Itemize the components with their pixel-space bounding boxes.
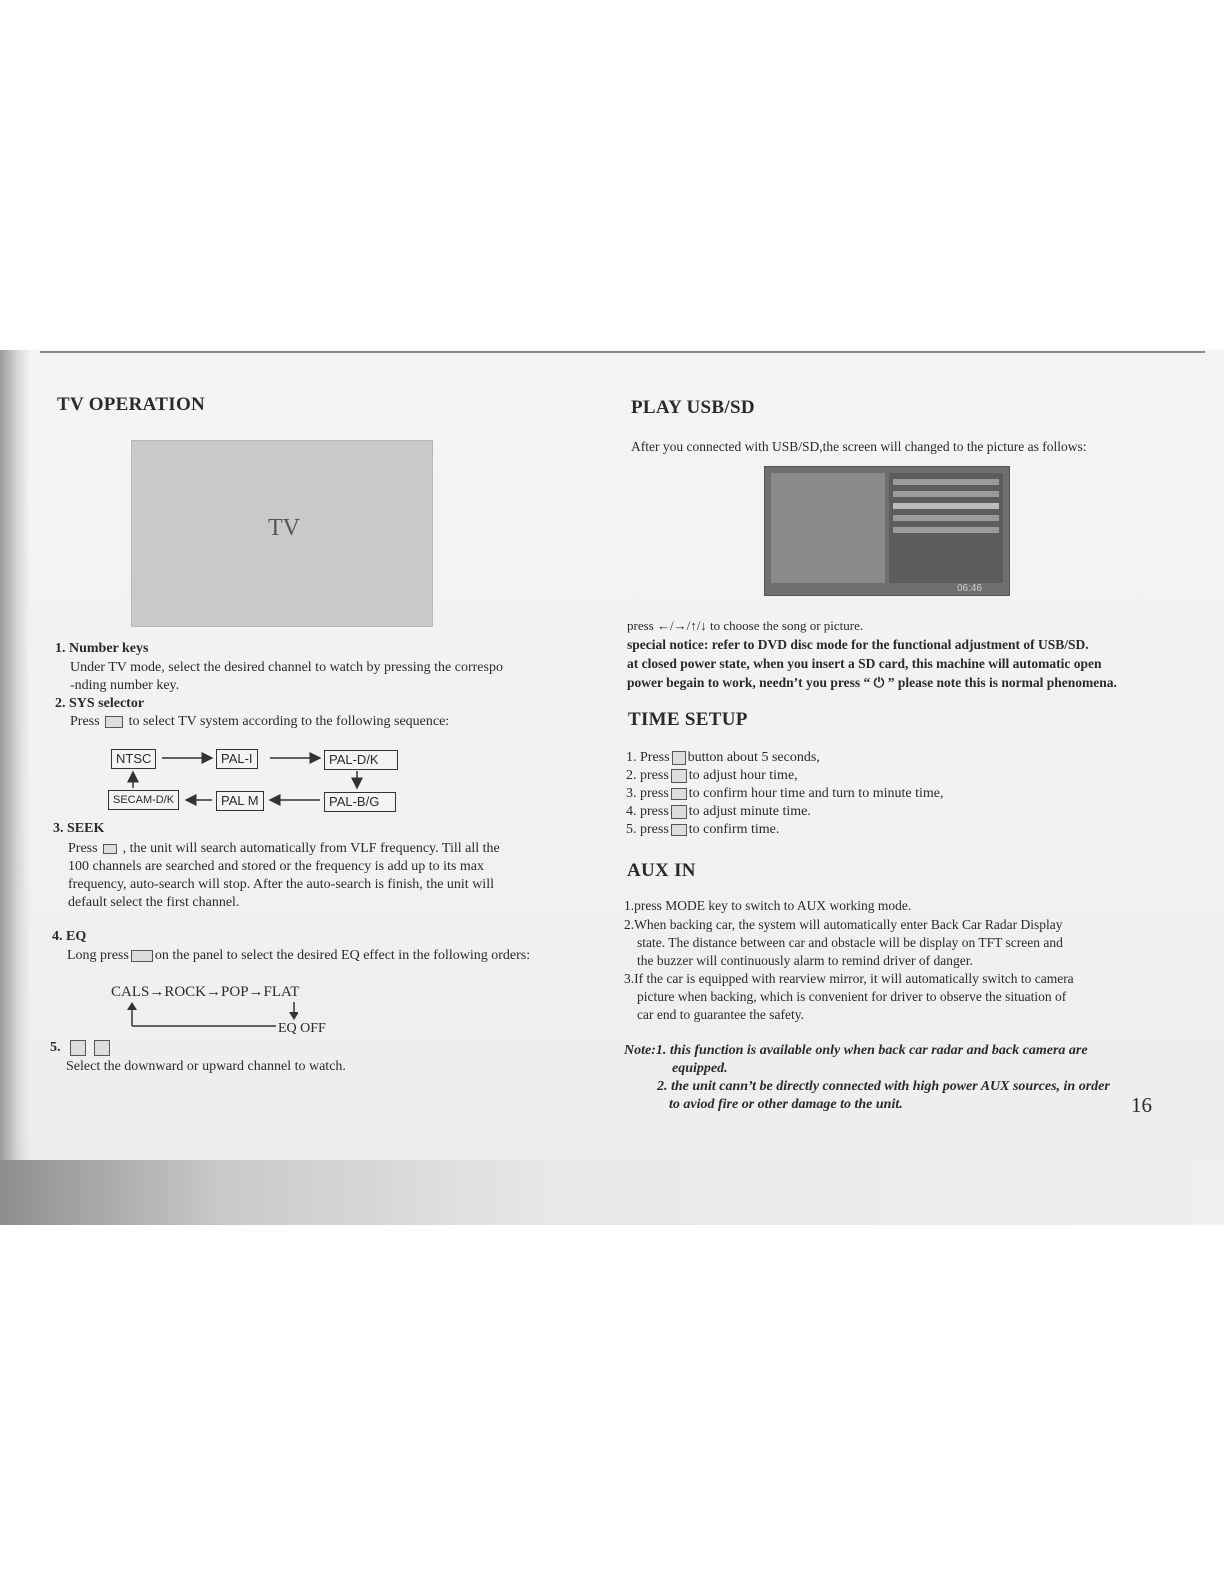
- usb-file-list: [889, 473, 1003, 583]
- channel-text: Select the downward or upward channel to watch.: [66, 1059, 346, 1074]
- tv-screen-illustration: [131, 440, 433, 627]
- channel-down-icon: [70, 1040, 86, 1056]
- seek-heading: 3. SEEK: [53, 821, 105, 836]
- channel-number: 5.: [50, 1040, 61, 1055]
- sys-selector-text: [70, 713, 449, 731]
- sel-key-icon: [131, 950, 153, 962]
- eq-off-label: EQ OFF: [278, 1021, 326, 1036]
- time-step-2: [626, 767, 798, 785]
- sys-pal-i: PAL-I: [216, 749, 258, 769]
- binding-shadow: [0, 350, 30, 1225]
- sys-secam-dk: SECAM-D/K: [108, 790, 179, 810]
- sys-key-icon: [105, 716, 123, 728]
- eq-description: on the panel to select the desired EQ effect in the following orders:: [154, 948, 531, 963]
- usb-intro: After you connected with USB/SD,the screen will changed to the picture as follows:: [631, 439, 1087, 454]
- seek-press: Press: [68, 841, 98, 856]
- time-setup-title: TIME SETUP: [628, 709, 748, 730]
- page-number: 16: [1131, 1093, 1152, 1117]
- sys-selector-heading: 2. SYS selector: [55, 696, 145, 711]
- time-step-1: [626, 749, 820, 767]
- time-step-2-b: to adjust hour time,: [688, 768, 798, 783]
- sel-key-icon-3: [671, 824, 687, 836]
- aux-step-3-3: car end to guarantee the safety.: [637, 1007, 805, 1022]
- vol-down-key-icon: [671, 769, 687, 783]
- sys-ntsc: NTSC: [111, 749, 156, 769]
- time-step-1-a: 1. Press: [626, 750, 670, 765]
- seek-text-4: default select the first channel.: [68, 895, 240, 910]
- time-step-5-b: to confirm time.: [688, 822, 780, 837]
- seek-text-1: [68, 840, 500, 858]
- sys-pal-bg: PAL-B/G: [324, 792, 396, 812]
- seek-text-2: 100 channels are searched and stored or the frequency is add up to its max: [68, 859, 484, 874]
- number-keys-text-2: -nding number key.: [70, 678, 180, 693]
- usb-notice-3: power begain to work, needn’t you press “ ⏻ ” please note this is normal phenomena.: [627, 675, 1117, 690]
- sys-description: to select TV system according to the following sequence:: [128, 714, 450, 729]
- eq-sequence: CALS→ROCK→POP→FLAT: [111, 984, 300, 1000]
- note-1-line-1: Note:1. this function is available only when back car radar and back camera are: [624, 1043, 1088, 1058]
- afs-key-icon: [103, 844, 117, 854]
- time-step-4: [626, 803, 811, 821]
- time-step-3: [626, 785, 943, 803]
- page-top-edge: [40, 351, 1205, 353]
- seek-text-3: frequency, auto-search will stop. After the auto-search is finish, the unit will: [68, 877, 494, 892]
- time-step-1-b: button about 5 seconds,: [687, 750, 820, 765]
- usb-screen-illustration: [764, 466, 1010, 596]
- tv-screen-label: TV: [268, 515, 300, 541]
- channel-up-icon: [94, 1040, 110, 1056]
- time-step-3-b: to confirm hour time and turn to minute time,: [688, 786, 944, 801]
- usb-notice-2: at closed power state, when you insert a SD card, this machine will automatic open: [627, 656, 1102, 671]
- number-keys-heading: 1. Number keys: [55, 641, 149, 656]
- play-usb-sd-title: PLAY USB/SD: [631, 397, 755, 418]
- seek-line-1: , the unit will search automatically from VLF frequency. Till all the: [122, 841, 500, 856]
- note-2-line-2: to aviod fire or other damage to the unit.: [669, 1097, 903, 1112]
- sys-pal-m: PAL M: [216, 791, 264, 811]
- aux-step-3-2: picture when backing, which is convenient for driver to observe the situation of: [637, 989, 1067, 1004]
- aux-in-title: AUX IN: [627, 860, 696, 881]
- time-step-4-b: to adjust minute time.: [688, 804, 811, 819]
- sys-press-label: Press: [70, 714, 100, 729]
- aux-step-1: 1.press MODE key to switch to AUX working mode.: [624, 898, 912, 913]
- time-step-5: [626, 821, 779, 839]
- usb-press-instruction: press ←/→/↑/↓ to choose the song or picture.: [627, 618, 864, 633]
- eq-loop-arrows: [118, 1000, 298, 1034]
- aux-step-2-3: the buzzer will continuously alarm to remind driver of danger.: [637, 953, 973, 968]
- sel-key-icon-2: [671, 788, 687, 800]
- aux-step-3-1: 3.If the car is equipped with rearview mirror, it will automatically switch to camera: [624, 971, 1074, 986]
- time-step-3-a: 3. press: [626, 786, 669, 801]
- note-1-line-2: equipped.: [672, 1061, 728, 1076]
- time-step-4-a: 4. press: [626, 804, 669, 819]
- sys-arrows: [100, 740, 410, 820]
- usb-notice-1: special notice: refer to DVD disc mode for the functional adjustment of USB/SD.: [627, 637, 1089, 652]
- aux-step-2-1: 2.When backing car, the system will automatically enter Back Car Radar Display: [624, 917, 1063, 932]
- vol-up-key-icon: [671, 805, 687, 819]
- eq-text: [67, 947, 530, 965]
- note-2-line-1: 2. the unit cann’t be directly connected with high power AUX sources, in order: [657, 1079, 1110, 1094]
- time-step-2-a: 2. press: [626, 768, 669, 783]
- eq-heading: 4. EQ: [52, 929, 87, 944]
- aux-step-2-2: state. The distance between car and obstacle will be display on TFT screen and: [637, 935, 1063, 950]
- channel-heading: [50, 1039, 112, 1057]
- sys-pal-dk: PAL-D/K: [324, 750, 398, 770]
- time-step-5-a: 5. press: [626, 822, 669, 837]
- tv-operation-title: TV OPERATION: [57, 394, 206, 415]
- eq-press: Long press: [67, 948, 129, 963]
- usb-time: 06:46: [957, 583, 983, 594]
- clk-key-icon: [672, 751, 686, 765]
- usb-preview-pane: [771, 473, 885, 583]
- scan-bottom-shadow: [0, 1160, 1224, 1225]
- number-keys-text-1: Under TV mode, select the desired channel to watch by pressing the correspo: [70, 660, 503, 675]
